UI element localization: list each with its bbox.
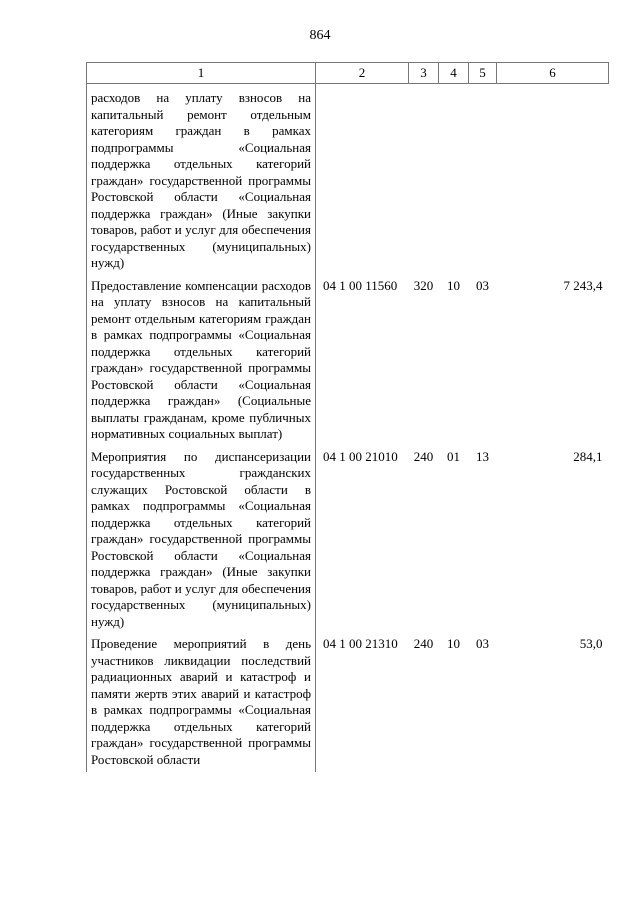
column-header: 1 (87, 63, 316, 84)
row-subsection: 13 (476, 448, 489, 464)
row-target-code: 04 1 00 11560 (323, 277, 398, 293)
row-amount: 284,1 (573, 448, 603, 464)
row-subsection (469, 84, 497, 276)
row-subsection: 03 (476, 636, 489, 651)
column-header: 5 (469, 63, 497, 84)
row-name: расходов на уплату взносов на капитальный ремонт отдельным категориям граждан в рамках подпрограммы «Социальная поддержка отдельных категорий граждан» государственной программы Ростовской области «Социальная поддержка граждан» (Иные закупки товаров, работ и услуг для обеспечения государственных (муниципальных) нужд) (87, 84, 316, 276)
row-section: 10 (447, 636, 460, 651)
row-expense-type: 320 (413, 277, 434, 293)
row-amount (497, 84, 609, 276)
table-row (87, 84, 609, 276)
row-target-code (316, 84, 409, 276)
column-header: 4 (439, 63, 469, 84)
row-name: Предоставление компенсации расходов на уплату взносов на капитальный ремонт отдельным категориям граждан в рамках подпрограммы «Социальная поддержка отдельных категорий граждан» государственной программы Ростовской области «Социальная поддержка граждан» (Социальные выплаты гражданам, кроме публичных нормативных социальных выплат) (87, 276, 316, 447)
page-number: 864 (309, 28, 331, 43)
column-header: 3 (409, 63, 439, 84)
row-target-code: 04 1 00 21010 (323, 448, 398, 464)
budget-table (86, 62, 609, 772)
table-row (87, 276, 609, 447)
row-target-code: 04 1 00 21310 (323, 636, 398, 651)
row-expense-type: 240 (413, 448, 434, 464)
row-section: 10 (447, 277, 460, 293)
column-header: 2 (316, 63, 409, 84)
table-row (87, 447, 609, 635)
row-amount: 7 243,4 (563, 277, 603, 293)
row-expense-type: 240 (413, 636, 434, 651)
row-name: Мероприятия по диспансеризации государственных гражданских служащих Ростовской области в рамках подпрограммы «Социальная поддержка отдельных категорий граждан» государственной программы Ростовской области «Социальная поддержка граждан» (Иные закупки товаров, работ и услуг для обеспечения государственных (муниципальных) нужд) (87, 447, 316, 635)
column-header: 6 (497, 63, 609, 84)
row-name: Проведение мероприятий в день участников ликвидации последствий радиационных аварий и катастроф и памяти жертв этих аварий и катастроф в рамках подпрограммы «Социальная поддержка отдельных категорий граждан» государственной программы Ростовской области (87, 634, 316, 772)
row-expense-type (409, 84, 439, 276)
row-amount: 53,0 (579, 636, 603, 651)
row-section: 01 (447, 448, 460, 464)
row-subsection: 03 (476, 277, 489, 293)
table-header-row (87, 63, 609, 84)
row-section (439, 84, 469, 276)
table-row (87, 634, 609, 772)
